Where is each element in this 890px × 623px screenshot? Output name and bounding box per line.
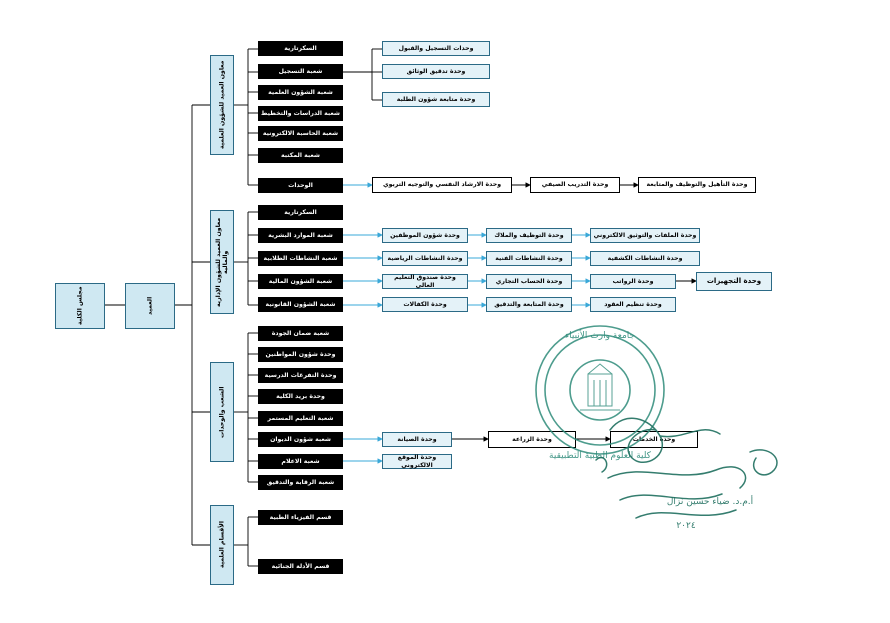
node-b3-0[interactable] — [382, 432, 452, 447]
node-a1-5[interactable] — [258, 148, 343, 163]
node-label: وحدة النشاطات الفنية — [495, 254, 563, 262]
node-label: وحدة التوظيف والملاك — [494, 231, 564, 239]
node-label: السكرتارية — [284, 44, 317, 52]
node-label: الشعب والوحدات — [218, 386, 226, 438]
node-label: الأقسام العلمية — [218, 521, 226, 569]
node-a1-1[interactable] — [258, 64, 343, 79]
node-b3-1[interactable] — [382, 454, 452, 469]
node-label: السكرتارية — [284, 208, 317, 216]
node-label: وحدة التفرغات الدرسية — [264, 371, 337, 379]
node-label: مجلس الكلية — [76, 286, 84, 326]
node-a3-2[interactable] — [258, 368, 343, 383]
node-label: شعبة الشؤون المالية — [268, 277, 333, 285]
node-label: وحدة متابعة شؤون الطلبة — [396, 95, 476, 103]
node-d3-0[interactable] — [610, 431, 698, 448]
node-label: وحدة الكفالات — [403, 300, 447, 308]
node-label: شعبة الاعلام — [281, 457, 320, 465]
node-label: العميد — [146, 296, 154, 316]
signature-line-2: ٢٠٢٤ — [676, 521, 696, 531]
node-c2-0[interactable] — [486, 228, 572, 243]
node-label: وحدة النشاطات الكشفية — [607, 254, 683, 262]
node-branch-admin-finance[interactable] — [210, 210, 234, 314]
node-label: وحدة التدريب الصيفي — [541, 181, 609, 189]
node-label: وحدة الرواتب — [612, 277, 654, 285]
node-label: شعبة التعليم المستمر — [267, 414, 334, 422]
node-b2-2[interactable] — [382, 274, 468, 289]
node-a3-5[interactable] — [258, 432, 343, 447]
node-label: وحدات التسجيل والقبول — [398, 44, 474, 52]
node-a3-1[interactable] — [258, 347, 343, 362]
node-label: وحدة صندوق التعليم العالي — [394, 274, 456, 289]
node-a3-6[interactable] — [258, 454, 343, 469]
node-label: وحدة المتابعة والتدقيق — [494, 300, 564, 308]
stamp-line-2: كلية العلوم الطبية التطبيقية — [549, 451, 651, 461]
node-a1-0[interactable] — [258, 41, 343, 56]
node-label: معاون العميد للشؤون الإدارية والمالية — [214, 217, 229, 307]
node-a1-6[interactable] — [258, 178, 343, 193]
node-e2-0[interactable] — [696, 272, 772, 291]
node-a3-0[interactable] — [258, 326, 343, 341]
node-label: وحدة الموقع الالكتروني — [397, 454, 437, 469]
signature-line-1: أ.م.د. ضياء حسين نزال — [666, 497, 754, 507]
node-label: شعبة النشاطات الطلابية — [263, 254, 338, 262]
node-label: شعبة الشؤون العلمية — [268, 88, 333, 96]
node-label: وحدة تدقيق الوثائق — [406, 67, 466, 75]
node-units-guidance[interactable] — [372, 177, 512, 193]
node-a3-7[interactable] — [258, 475, 343, 490]
node-a2-1[interactable] — [258, 228, 343, 243]
node-label: شعبة ضمان الجودة — [271, 329, 330, 337]
node-label: وحدة الخدمات — [632, 435, 676, 443]
node-label: شعبة الدراسات والتخطيط — [261, 109, 340, 117]
node-c3-0[interactable] — [488, 431, 576, 448]
node-a2-3[interactable] — [258, 274, 343, 289]
node-a4-0[interactable] — [258, 510, 343, 525]
node-label: وحدة الصيانة — [397, 435, 437, 443]
node-d2-1[interactable] — [590, 251, 700, 266]
node-a2-4[interactable] — [258, 297, 343, 312]
node-c2-2[interactable] — [486, 274, 572, 289]
node-a1-4[interactable] — [258, 126, 343, 141]
node-label: شعبة المكتبة — [281, 151, 321, 159]
node-label: وحدة التأهيل والتوظيف والمتابعة — [646, 181, 748, 189]
node-branch-divisions-units[interactable] — [210, 362, 234, 462]
node-label: شعبة الرقابة والتدقيق — [266, 478, 335, 486]
node-b2-1[interactable] — [382, 251, 468, 266]
node-label: قسم الفيزياء الطبية — [269, 513, 332, 521]
node-label: شعبة الحاسبة الالكترونية — [262, 129, 339, 137]
node-units-summer-training[interactable] — [530, 177, 620, 193]
node-root-dean[interactable] — [125, 283, 175, 329]
node-branch-scientific[interactable] — [210, 55, 234, 155]
node-d2-2[interactable] — [590, 274, 676, 289]
node-a2-0[interactable] — [258, 205, 343, 220]
node-b2-3[interactable] — [382, 297, 468, 312]
node-d2-3[interactable] — [590, 297, 676, 312]
node-label: وحدة التجهيزات — [706, 277, 762, 286]
node-label: وحدة شؤون المواطنين — [265, 350, 336, 358]
node-label: وحدة تنظيم العقود — [604, 300, 662, 308]
node-label: وحدة الحساب التجاري — [495, 277, 563, 285]
node-label: وحدة الارشاد النفسي والتوجيه التربوي — [382, 181, 502, 189]
node-label: معاون العميد للشؤون العلمية — [218, 60, 226, 150]
node-b2-0[interactable] — [382, 228, 468, 243]
node-label: وحدة الملفات والتوثيق الالكتروني — [593, 231, 697, 239]
node-root-council[interactable] — [55, 283, 105, 329]
node-label: الوحدات — [288, 181, 313, 189]
handwritten-signature — [590, 400, 820, 540]
node-a3-3[interactable] — [258, 389, 343, 404]
node-label: وحدة بريد الكلية — [276, 392, 325, 400]
node-a3-4[interactable] — [258, 411, 343, 426]
node-c2-3[interactable] — [486, 297, 572, 312]
node-label: قسم الأدلة الجنائية — [271, 562, 330, 570]
node-a1-2[interactable] — [258, 85, 343, 100]
node-b1-1[interactable] — [382, 64, 490, 79]
node-b1-2[interactable] — [382, 92, 490, 107]
node-b1-0[interactable] — [382, 41, 490, 56]
node-label: شعبة الموارد البشرية — [268, 231, 333, 239]
node-label: شعبة التسجيل — [278, 67, 323, 75]
node-label: وحدة شؤون الموظفين — [390, 231, 460, 239]
node-a4-1[interactable] — [258, 559, 343, 574]
node-a1-3[interactable] — [258, 106, 343, 121]
node-units-rehab-employment[interactable] — [638, 177, 756, 193]
node-label: شعبة شؤون الديوان — [270, 435, 331, 443]
node-c2-1[interactable] — [486, 251, 572, 266]
node-label: شعبة الشؤون القانونية — [265, 300, 336, 308]
node-d2-0[interactable] — [590, 228, 700, 243]
node-a2-2[interactable] — [258, 251, 343, 266]
node-branch-departments[interactable] — [210, 505, 234, 585]
node-label: وحدة النشاطات الرياضية — [387, 254, 463, 262]
node-label: وحدة الزراعة — [512, 435, 552, 443]
stamp-line-1: جامعة وارث الأنبياء — [564, 331, 636, 341]
